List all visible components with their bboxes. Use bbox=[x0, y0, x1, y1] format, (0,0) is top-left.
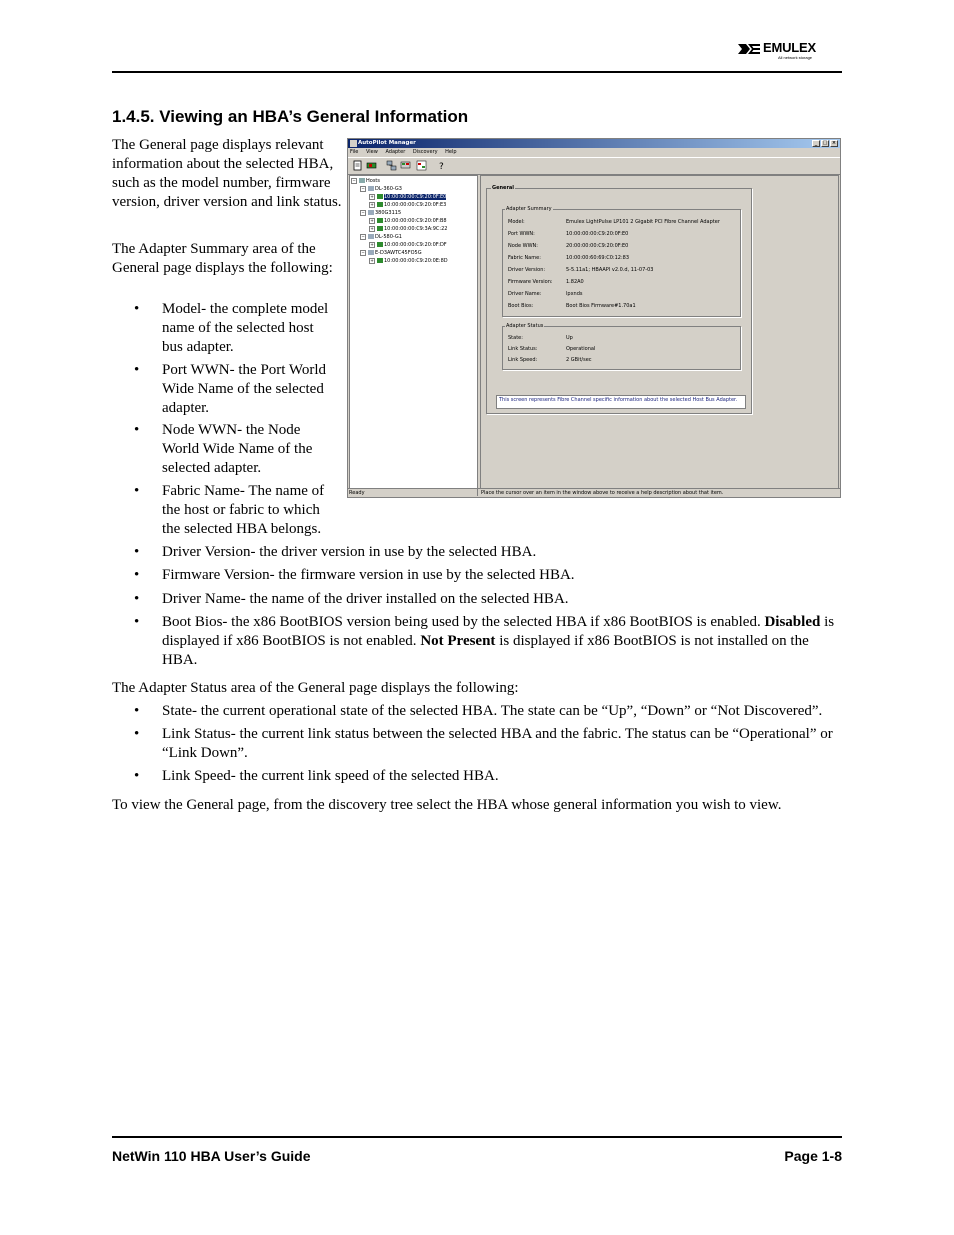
tree-node-label: 10:00:00:00:C9:20:0E:8D bbox=[384, 258, 448, 264]
emulex-logo-icon bbox=[738, 42, 760, 56]
expand-icon[interactable]: + bbox=[370, 194, 374, 199]
field-label: State: bbox=[508, 335, 523, 341]
close-button[interactable]: × bbox=[831, 140, 837, 146]
tree-node[interactable] bbox=[360, 250, 422, 257]
expand-icon[interactable]: + bbox=[370, 242, 374, 247]
hba-icon bbox=[377, 226, 383, 231]
bullet-marker: • bbox=[134, 301, 140, 317]
tree-node-label: 10:00:00:00:C9:20:0F:DF bbox=[384, 242, 447, 248]
window-title: AutoPilot Manager bbox=[358, 140, 416, 146]
window-controls bbox=[812, 140, 838, 147]
field-label: Link Status: bbox=[508, 346, 538, 352]
field-value: Operational bbox=[566, 346, 596, 352]
host-computer-icon bbox=[368, 250, 374, 255]
bullet-text: Link Speed- the current link speed of the selected HBA. bbox=[162, 768, 499, 784]
bullet-text: Model- the complete model name of the selected host bus adapter. bbox=[162, 301, 329, 355]
field-label: Boot Bios: bbox=[508, 303, 534, 309]
footer-rule bbox=[112, 1136, 842, 1138]
bullet-text: Driver Version- the driver version in use by the selected HBA. bbox=[162, 544, 537, 560]
bullet-text: Fabric Name- The name of the host or fabric to which the selected HBA belongs. bbox=[162, 483, 325, 537]
footer-page-number: Page 1-8 bbox=[784, 1148, 842, 1164]
status-help-text: Place the cursor over an item in the window above to receive a help description about that item. bbox=[481, 490, 724, 496]
discovery-icon[interactable] bbox=[400, 160, 411, 171]
tree-node-label: 10:00:00:00:C9:20:0F:E3 bbox=[384, 202, 447, 208]
field-value: 1.82A0 bbox=[566, 279, 584, 285]
adapter-status-label: Adapter Status bbox=[506, 323, 544, 329]
hba-icon bbox=[377, 242, 383, 247]
bullet-marker: • bbox=[134, 614, 140, 630]
bullet-marker: • bbox=[134, 726, 140, 742]
bullet-text-part: is displayed if x86 BootBIOS is not enabled. bbox=[162, 614, 835, 649]
tree-node[interactable] bbox=[369, 202, 446, 209]
collapse-icon[interactable]: − bbox=[361, 234, 365, 239]
bullet-text-part: is displayed if x86 BootBIOS is not installed on the HBA. bbox=[162, 633, 809, 668]
status-bar bbox=[348, 488, 840, 497]
adapter-summary-label: Adapter Summary bbox=[506, 206, 552, 212]
field-label: Model: bbox=[508, 219, 525, 225]
autopilot-manager-screenshot bbox=[347, 138, 841, 498]
logo-text: EMULEX bbox=[763, 40, 816, 55]
menu-discovery[interactable]: Discovery bbox=[412, 149, 438, 155]
expand-icon[interactable]: + bbox=[370, 258, 374, 263]
tree-node[interactable] bbox=[369, 242, 447, 249]
tree-node-label: DL-360-G3 bbox=[375, 186, 402, 192]
field-label: Node WWN: bbox=[508, 243, 538, 249]
tree-node-label: 10:00:00:00:C9:20:0F:E0 bbox=[384, 194, 447, 200]
tree-node-label: Hosts bbox=[366, 178, 380, 184]
hosts-icon bbox=[359, 178, 365, 183]
status-intro-paragraph: The Adapter Status area of the General page displays the following: bbox=[112, 680, 519, 696]
bullet-text: Link Status- the current link status between the selected HBA and the fabric. The status can be “Operational” or “Link Down”. bbox=[162, 726, 833, 761]
field-label: Port WWN: bbox=[508, 231, 535, 237]
tree-node[interactable] bbox=[369, 194, 446, 201]
tree-node-label: 10:00:00:00:C9:20:0F:B8 bbox=[384, 218, 447, 224]
bullet-text: Firmware Version- the firmware version in use by the selected HBA. bbox=[162, 567, 575, 583]
collapse-icon[interactable]: − bbox=[361, 186, 365, 191]
tree-node-label: E-D3AWTC45FO5G bbox=[375, 250, 422, 256]
footer-guide-title: NetWin 110 HBA User’s Guide bbox=[112, 1148, 311, 1164]
host-computer-icon bbox=[368, 210, 374, 215]
tree-node[interactable] bbox=[369, 218, 447, 225]
menu-bar bbox=[348, 149, 463, 156]
tree-node[interactable] bbox=[360, 186, 402, 193]
field-label: Driver Version: bbox=[508, 267, 546, 273]
hba-icon bbox=[377, 194, 383, 199]
bullet-text: Node WWN- the Node World Wide Name of the selected adapter. bbox=[162, 422, 313, 476]
tree-node-label: 380G3115 bbox=[375, 210, 402, 216]
bullet-text-part: Boot Bios- the x86 BootBIOS version being used by the selected HBA if x86 BootBIOS is enabled. bbox=[162, 614, 765, 630]
bullet-marker: • bbox=[134, 567, 140, 583]
bullet-text: State- the current operational state of the selected HBA. The state can be “Up”, “Down” or “Not Discovered”. bbox=[162, 703, 823, 719]
tree-node-label: DL-580-G1 bbox=[375, 234, 402, 240]
bullet-text: Port WWN- the Port World Wide Name of the selected adapter. bbox=[162, 362, 327, 416]
general-page-panel bbox=[480, 175, 839, 489]
field-value: Boot Bios Firmware#1.70a1 bbox=[566, 303, 636, 309]
menu-file[interactable]: File bbox=[350, 149, 359, 155]
field-value: lpxnds bbox=[566, 291, 583, 297]
tree-node-label: 10:00:00:00:C9:3A:9C:22 bbox=[384, 226, 448, 232]
tree-node[interactable] bbox=[351, 178, 380, 185]
expand-icon[interactable]: + bbox=[370, 218, 374, 223]
adapter-icon[interactable] bbox=[366, 160, 377, 171]
bullet-marker: • bbox=[134, 483, 140, 499]
adapter-summary-group bbox=[502, 206, 741, 317]
header-rule bbox=[112, 71, 842, 73]
bullet-marker: • bbox=[134, 591, 140, 607]
network-icon[interactable] bbox=[386, 160, 397, 171]
menu-help[interactable]: Help bbox=[445, 149, 457, 155]
help-description-box: This screen represents Fibre Channel specific information about the selected Host Bus Adapter. bbox=[496, 395, 746, 409]
status-ready: Ready bbox=[349, 489, 478, 496]
emulex-logo bbox=[738, 40, 838, 62]
bullet-marker: • bbox=[134, 703, 140, 719]
expand-icon[interactable]: + bbox=[370, 202, 374, 207]
field-value: 20:00:00:00:C9:20:0F:E0 bbox=[566, 243, 629, 249]
logo-tagline: All network storage bbox=[778, 55, 813, 60]
window-titlebar bbox=[348, 139, 840, 148]
field-value: Emulex LightPulse LP101 2 Gigabit PCI Fibre Channel Adapter bbox=[566, 219, 720, 225]
list-icon[interactable] bbox=[416, 160, 427, 171]
collapse-icon[interactable]: − bbox=[361, 210, 365, 215]
section-title: 1.4.5. Viewing an HBA’s General Information bbox=[112, 107, 469, 126]
bullet-marker: • bbox=[134, 544, 140, 560]
adapter-status-group bbox=[502, 323, 741, 370]
host-computer-icon bbox=[368, 234, 374, 239]
hba-icon bbox=[377, 218, 383, 223]
host-computer-icon bbox=[368, 186, 374, 191]
field-value: 5-5.11a1; HBAAPI v2.0.d, 11-07-03 bbox=[566, 267, 654, 273]
expand-icon[interactable]: + bbox=[370, 226, 374, 231]
bullet-text-bold: Not Present bbox=[420, 633, 496, 649]
app-icon bbox=[350, 140, 357, 147]
new-document-icon[interactable] bbox=[352, 160, 363, 171]
tree-node[interactable] bbox=[360, 210, 401, 217]
tree-node[interactable] bbox=[369, 226, 447, 233]
svg-text:?: ? bbox=[439, 162, 444, 171]
toolbar bbox=[348, 157, 840, 175]
general-group bbox=[486, 185, 752, 414]
hba-icon bbox=[377, 258, 383, 263]
closing-paragraph: To view the General page, from the discovery tree select the HBA whose general information you wish to view. bbox=[112, 797, 782, 813]
field-value: Up bbox=[566, 335, 573, 341]
help-icon[interactable] bbox=[436, 160, 447, 171]
field-value: 10:00:00:60:69:C0:12:83 bbox=[566, 255, 630, 261]
field-label: Firmware Version: bbox=[508, 279, 553, 285]
maximize-button[interactable]: □ bbox=[822, 140, 828, 146]
tree-node[interactable] bbox=[360, 234, 402, 241]
bullet-text: Driver Name- the name of the driver installed on the selected HBA. bbox=[162, 591, 569, 607]
intro-paragraph: The General page displays relevant information about the selected HBA, such as the model number, firmware version, driver version and link status. bbox=[112, 137, 342, 210]
bullet-marker: • bbox=[134, 362, 140, 378]
menu-adapter[interactable]: Adapter bbox=[385, 149, 406, 155]
hba-icon bbox=[377, 202, 383, 207]
discovery-tree bbox=[349, 175, 478, 489]
bullet-marker: • bbox=[134, 768, 140, 784]
field-label: Fabric Name: bbox=[508, 255, 541, 261]
summary-intro-paragraph: The Adapter Summary area of the General page displays the following: bbox=[112, 241, 333, 276]
collapse-icon[interactable]: − bbox=[361, 250, 365, 255]
field-label: Link Speed: bbox=[508, 357, 538, 363]
minimize-button[interactable]: _ bbox=[812, 140, 820, 147]
field-label: Driver Name: bbox=[508, 291, 542, 297]
menu-view[interactable]: View bbox=[365, 149, 378, 155]
field-value: 2 GBit/sec bbox=[566, 357, 592, 363]
bullet-text-bold: Disabled bbox=[764, 614, 821, 630]
bullet-marker: • bbox=[134, 422, 140, 438]
general-group-label: General bbox=[492, 185, 514, 191]
field-value: 10:00:00:00:C9:20:0F:E0 bbox=[566, 231, 629, 237]
collapse-icon[interactable]: − bbox=[352, 178, 356, 183]
bullet-text bbox=[162, 613, 844, 670]
tree-node[interactable] bbox=[369, 258, 448, 265]
